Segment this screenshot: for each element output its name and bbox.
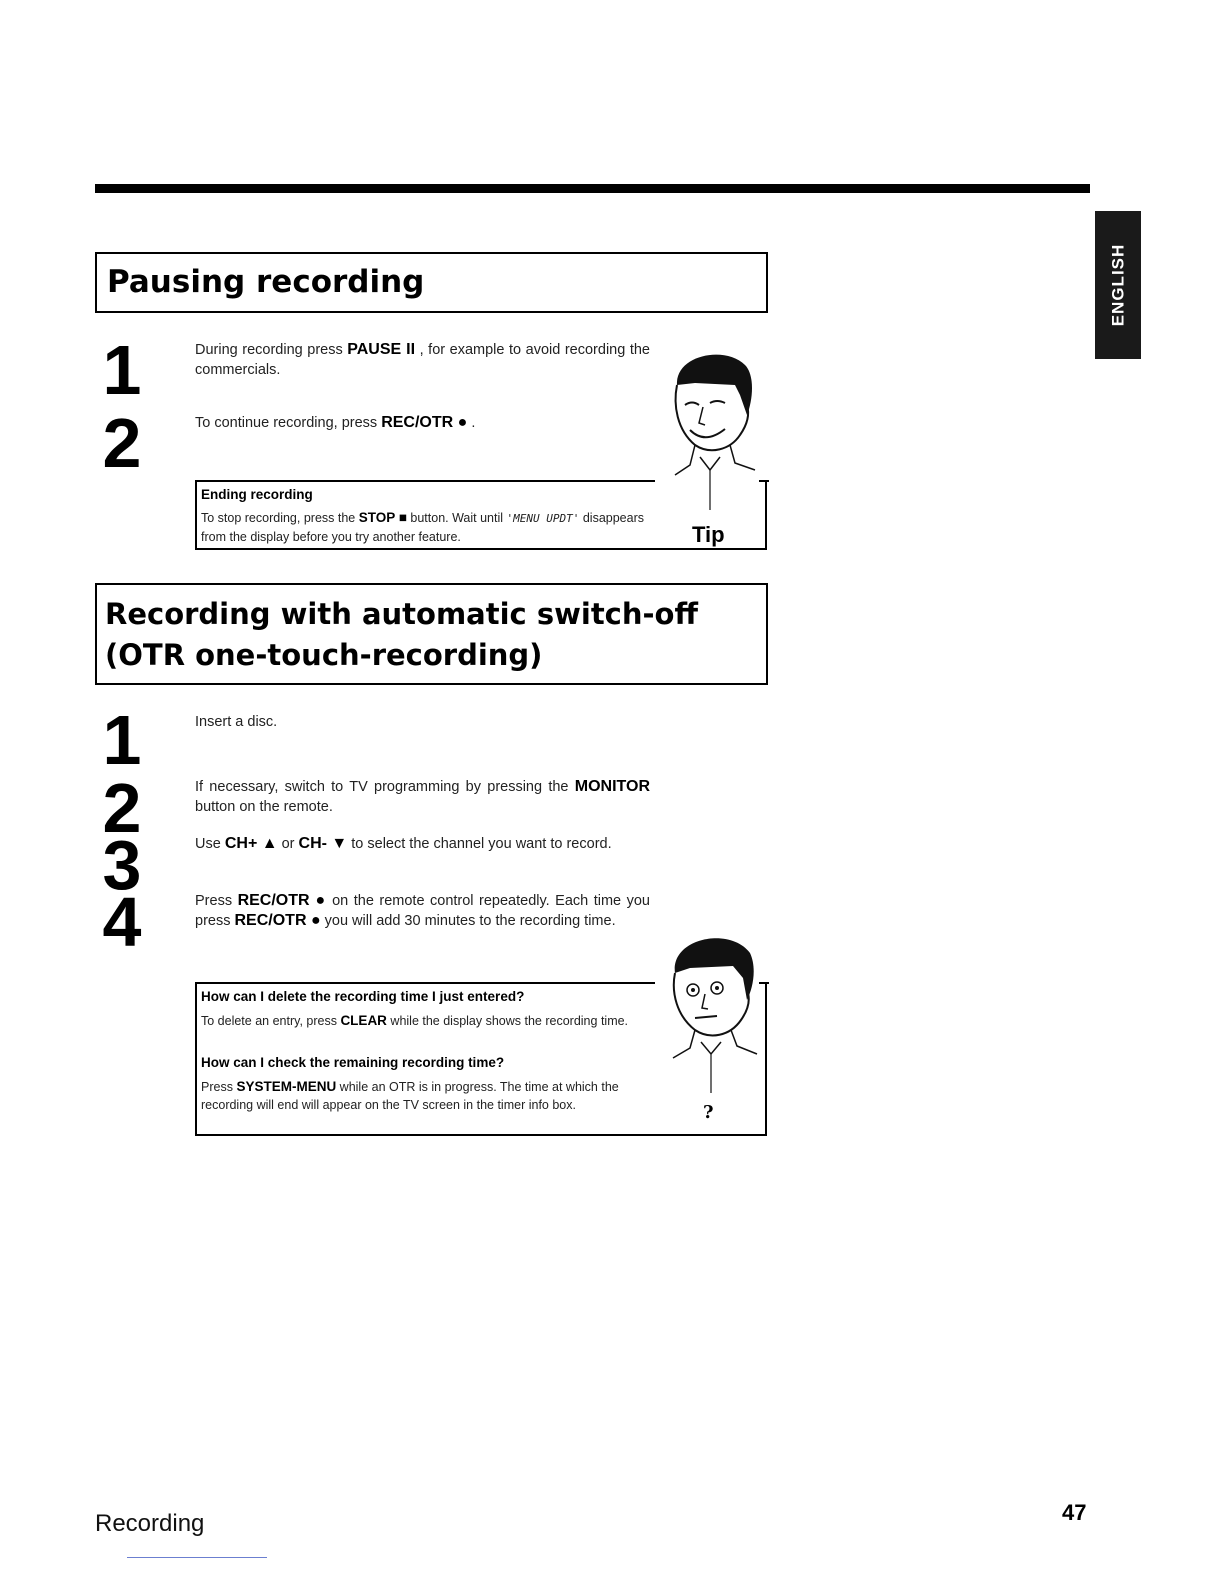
- tip-box-title: Ending recording: [201, 487, 313, 502]
- step-text-post: you will add 30 minutes to the recording time.: [320, 913, 616, 929]
- step-number: 1: [102, 701, 142, 779]
- step-text: [195, 340, 650, 380]
- step-text: [195, 834, 650, 854]
- key-label: SYSTEM-MENU: [236, 1079, 337, 1094]
- tip-text-post: disappears from the display before you try another feature.: [201, 511, 644, 544]
- footer-link-underline: [127, 1557, 267, 1558]
- key-label: STOP ■: [358, 510, 407, 525]
- step-text: [195, 413, 650, 433]
- tip-text-pre: To stop recording, press the: [201, 511, 359, 525]
- section-title-line2: (OTR one-touch-recording): [105, 638, 543, 672]
- key-label: CH- ▼: [298, 835, 348, 852]
- key-label: REC/OTR ●: [237, 892, 327, 909]
- section-title: Pausing recording: [107, 264, 425, 300]
- key-label: REC/OTR ●: [381, 414, 468, 431]
- tip-label: Tip: [692, 522, 725, 547]
- step-text-mid: or: [277, 836, 299, 852]
- section-header-otr: [95, 583, 768, 685]
- key-label: CH+ ▲: [224, 835, 278, 852]
- language-tab-label: ENGLISH: [1108, 243, 1127, 327]
- step-text: [195, 891, 650, 931]
- step-text-pre: Press: [195, 893, 238, 909]
- step-text: [195, 777, 650, 817]
- top-rule: [95, 184, 1090, 193]
- display-readout: 'MENU UPDT': [506, 512, 580, 525]
- language-tab: [1095, 211, 1141, 359]
- step-number: 2: [102, 404, 142, 482]
- step-text-mid: on the remote control repeatedly. Each time you press: [195, 893, 650, 929]
- footer-section-name: Recording: [95, 1510, 205, 1537]
- step-number: 2: [102, 769, 142, 847]
- faq-question: How can I delete the recording time I just entered?: [201, 989, 525, 1004]
- step-text-pre: During recording press: [195, 342, 348, 358]
- smiling-man-icon: [655, 345, 765, 515]
- faq-box-top-border: [195, 982, 655, 984]
- faq-answer-post: while the display shows the recording time.: [386, 1014, 629, 1028]
- step-text-post: .: [467, 415, 476, 431]
- faq-answer: [201, 1012, 656, 1030]
- tip-box-top-border: [195, 480, 655, 482]
- page-number: 47: [1062, 1500, 1087, 1525]
- step-text-post: , for example to avoid recording the commercials.: [195, 342, 650, 378]
- step-text-pre: To continue recording, press: [195, 415, 382, 431]
- step-text-post: button on the remote.: [195, 799, 333, 815]
- faq-answer-pre: Press: [201, 1080, 237, 1094]
- step-text: [195, 712, 650, 732]
- step-text-pre: Use: [195, 836, 225, 852]
- section-title-line1: Recording with automatic switch-off: [105, 597, 698, 631]
- faq-answer-pre: To delete an entry, press: [201, 1014, 341, 1028]
- key-label: REC/OTR ●: [234, 912, 321, 929]
- tip-text-mid: button. Wait until: [406, 511, 507, 525]
- step-text-pre: If necessary, switch to TV programming by pressing the: [195, 779, 575, 795]
- faq-question: How can I check the remaining recording time?: [201, 1055, 505, 1070]
- step-text-post: to select the channel you want to record.: [347, 836, 612, 852]
- step-text-pre: Insert a disc.: [195, 714, 278, 730]
- step-number: 3: [102, 826, 142, 904]
- faq-answer-post: while an OTR is in progress. The time at which the recording will end will appear on the TV screen in the timer info box.: [201, 1080, 619, 1112]
- key-label: CLEAR: [340, 1013, 387, 1028]
- key-label: PAUSE II: [347, 341, 416, 358]
- step-number: 1: [102, 331, 142, 409]
- key-label: MONITOR: [574, 778, 650, 795]
- tip-box-text: [201, 509, 656, 546]
- puzzled-man-icon: [655, 928, 765, 1098]
- section-header-pausing: [95, 252, 768, 313]
- faq-answer: [201, 1078, 656, 1114]
- faq-label: ?: [703, 1102, 714, 1123]
- step-number: 4: [102, 883, 142, 961]
